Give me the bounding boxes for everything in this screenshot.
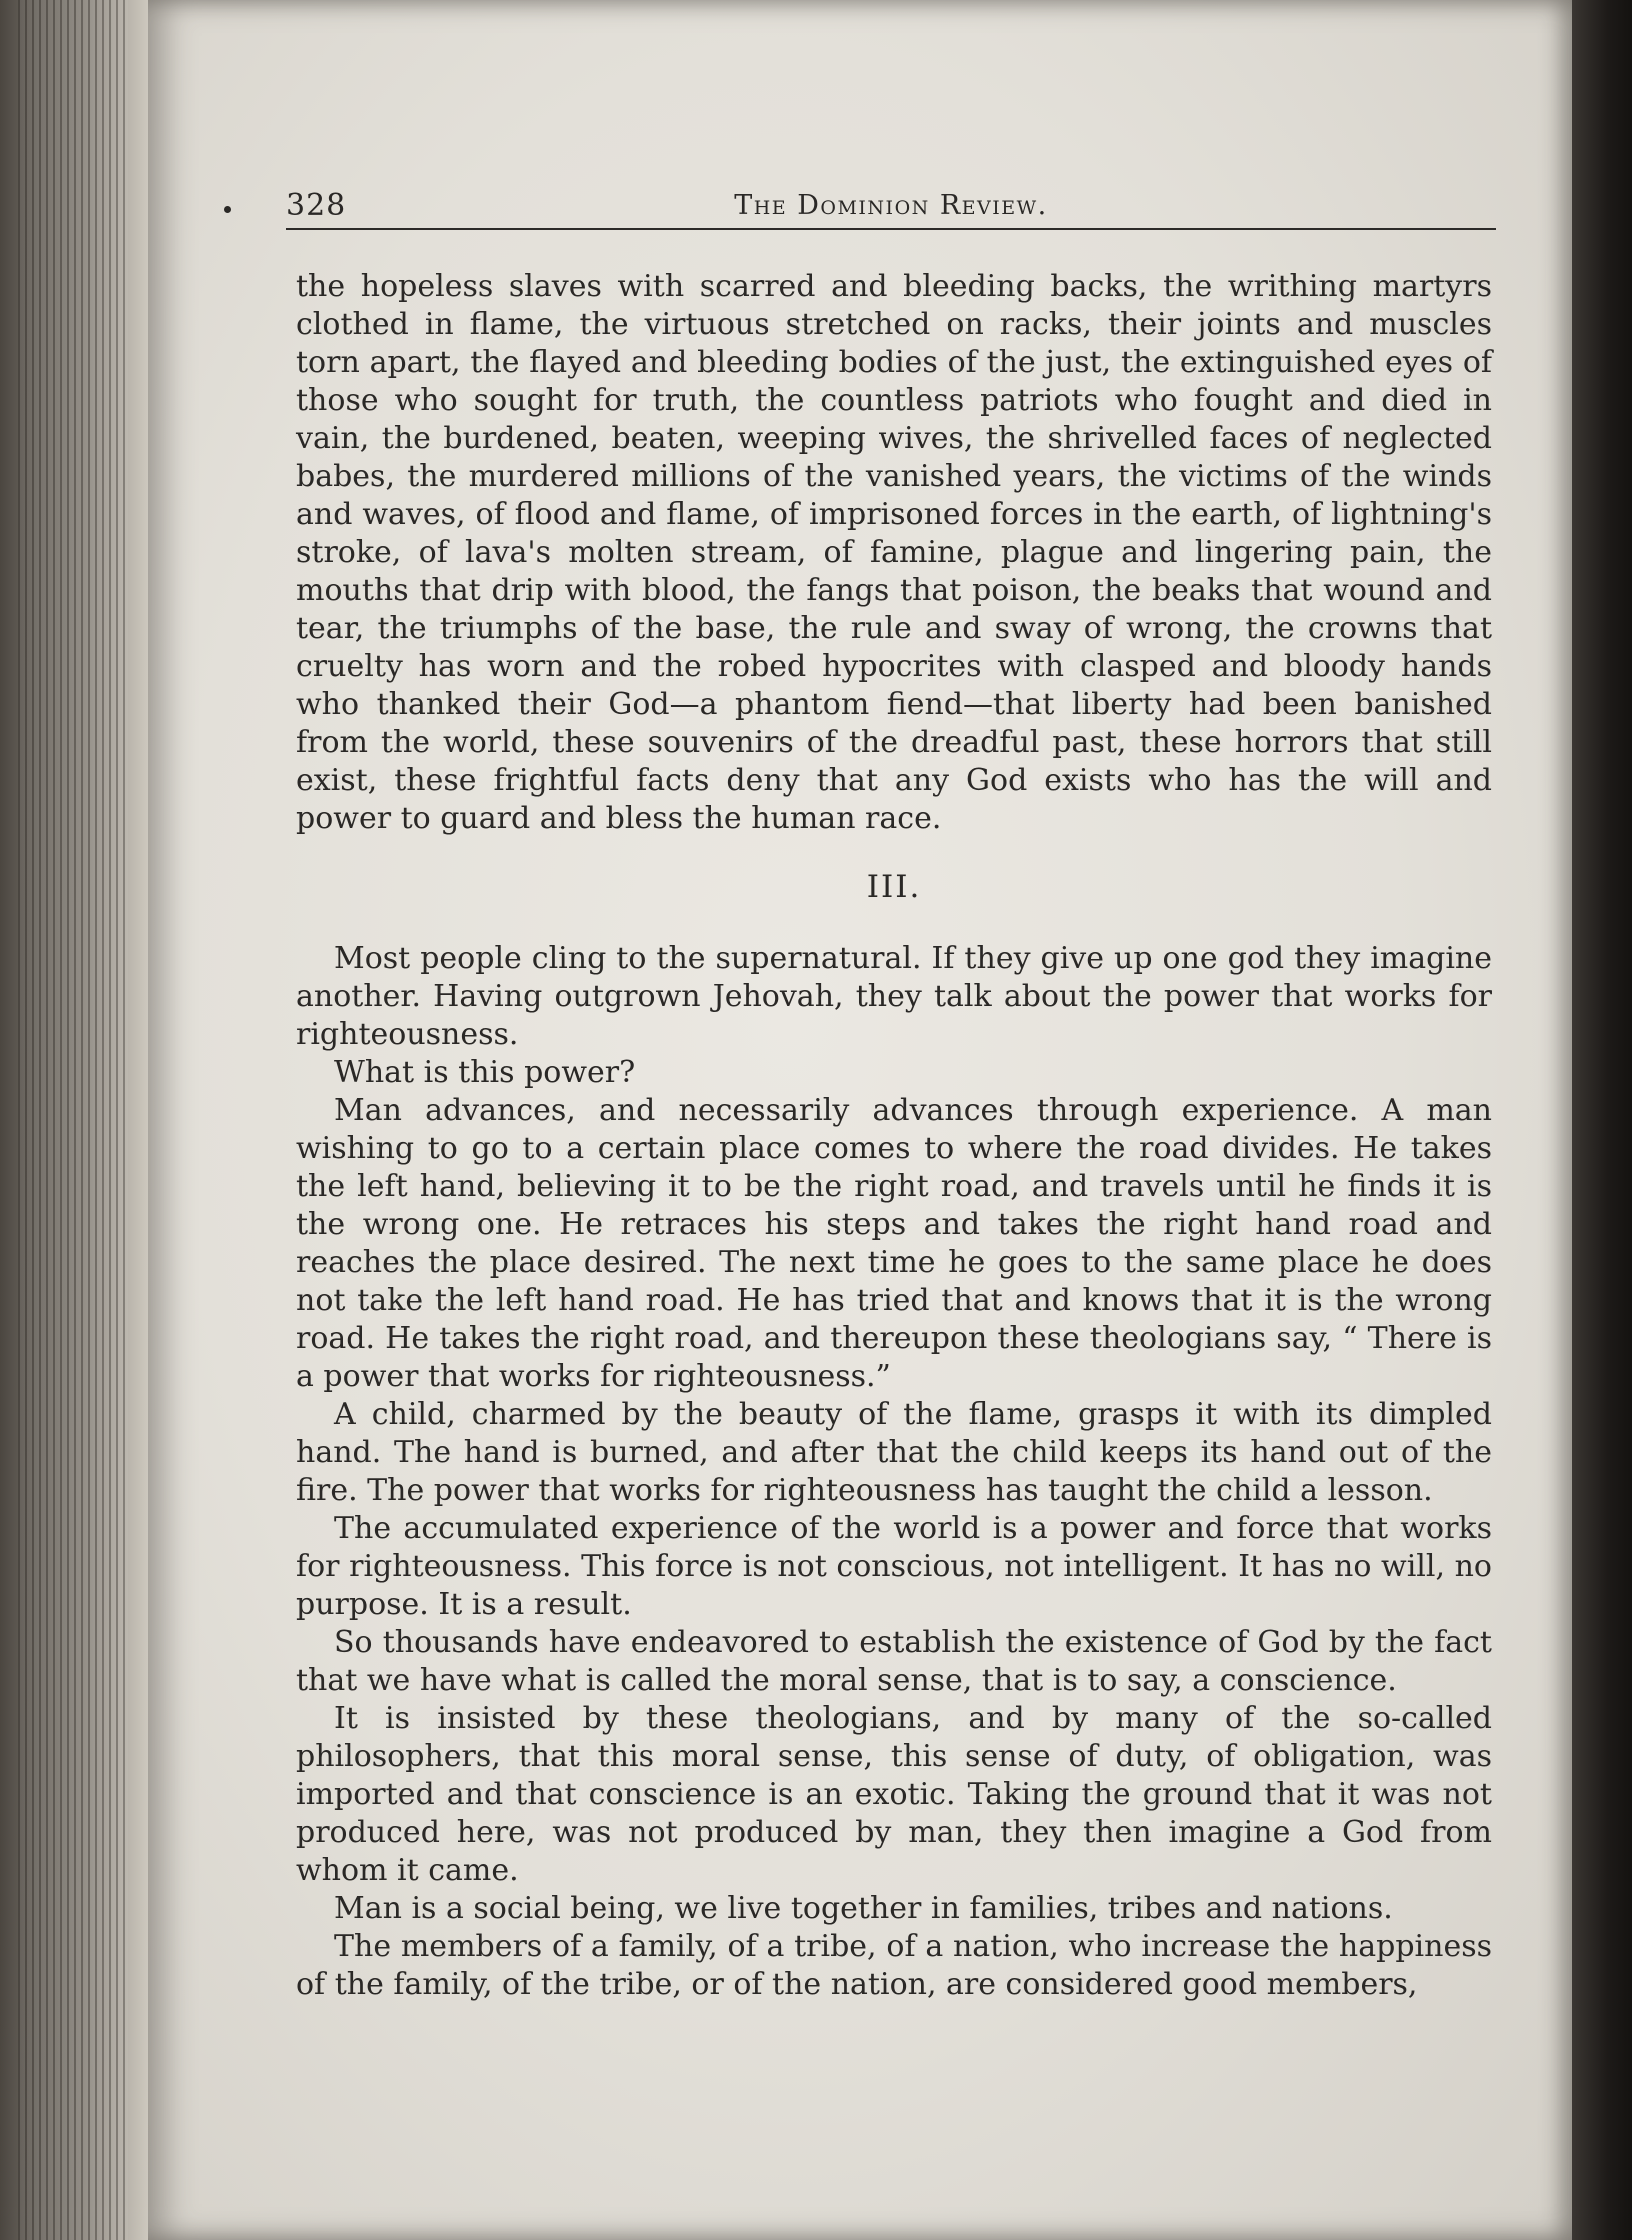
- section-heading: III.: [866, 869, 922, 905]
- margin-dot: [224, 206, 231, 213]
- paragraph: the hopeless slaves with scarred and bleeding backs, the writhing martyrs clothed in flame, the virtuous stretched on racks, their joints and muscles torn apart, the flayed and bleeding bodies of the just, the extinguished eyes of those who sought for truth, the countless patriots who fought and died in vain, the burdened, beaten, weeping wives, the shrivelled faces of neglected babes, the murdered millions of the vanished years, the victims of the winds and waves, of flood and flame, of imprisoned forces in the earth, of lightning's stroke, of lava's molten stream, of famine, plague and lingering pain, the mouths that drip with blood, the fangs that poison, the beaks that wound and tear, the triumphs of the base, the rule and sway of wrong, the crowns that cruelty has worn and the robed hypocrites with clasped and bloody hands who thanked their God—a phantom fiend—that liberty had been banished from the world, these souvenirs of the dreadful past, these horrors that still exist, these frightful facts deny that any God exists who has the will and power to guard and bless the human race.: [296, 269, 1492, 836]
- paragraph: So thousands have endeavored to establish the existence of God by the fact that we have what is called the moral sense, that is to say, a conscience.: [296, 1625, 1492, 1698]
- paragraph: What is this power?: [334, 1055, 636, 1090]
- paragraph: A child, charmed by the beauty of the flame, grasps it with its dimpled hand. The hand is burned, and after that the child keeps its hand out of the fire. The power that works for righteousness has taught the child a lesson.: [296, 1397, 1492, 1508]
- running-title: The Dominion Review.: [734, 190, 1048, 221]
- page-right-edge: [1572, 0, 1632, 2240]
- paragraph: It is insisted by these theologians, and by many of the so-called philosophers, that this moral sense, this sense of duty, of obligation, was imported and that conscience is an exotic. Taking the ground that it was not produced here, was not produced by man, they then imagine a God from whom it came.: [296, 1701, 1492, 1888]
- paragraph: Most people cling to the supernatural. If they give up one god they imagine another. Having outgrown Jehovah, they talk about the power that works for righteousness.: [296, 941, 1492, 1052]
- paragraph: The accumulated experience of the world is a power and force that works for righteousness. This force is not conscious, not intelligent. It has no will, no purpose. It is a result.: [296, 1511, 1492, 1622]
- page-body: [296, 268, 1492, 2004]
- paragraph: Man is a social being, we live together in families, tribes and nations.: [334, 1891, 1393, 1926]
- paragraph: Man advances, and necessarily advances through experience. A man wishing to go to a certain place comes to where the road divides. He takes the left hand, believing it to be the right road, and travels until he finds it is the wrong one. He retraces his steps and takes the right hand road and reaches the place desired. The next time he goes to the same place he does not take the left hand road. He has tried that and knows that it is the wrong road. He takes the right road, and thereupon these theologians say, “ There is a power that works for righteousness.”: [296, 1093, 1492, 1394]
- page-header: [286, 188, 1496, 230]
- binding-texture: [18, 0, 128, 2240]
- page-number: 328: [286, 188, 347, 223]
- paragraph: The members of a family, of a tribe, of a nation, who increase the happiness of the family, of the tribe, or of the nation, are considered good members,: [296, 1929, 1492, 2002]
